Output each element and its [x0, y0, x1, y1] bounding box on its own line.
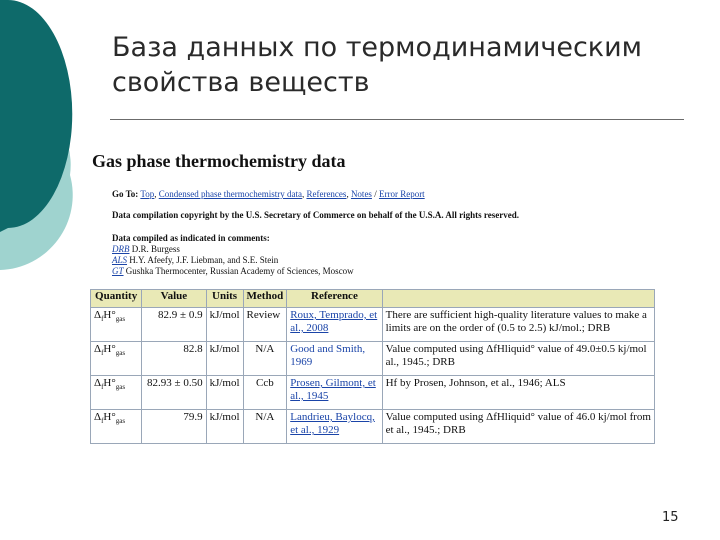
comment-line: Value computed using ΔfHliquid° value of 49.0±0.5 kj/mol [385, 343, 647, 355]
cell-units: kJ/mol [206, 342, 243, 376]
goto-label: Go To: [112, 189, 139, 199]
cell-value: 82.8 [142, 342, 206, 376]
goto-separator: , [346, 189, 351, 199]
copyright-notice [112, 210, 519, 221]
cell-value: 82.9 ± 0.9 [142, 308, 206, 342]
quantity-symbol: Δ [94, 309, 102, 321]
page-heading: Gas phase thermochemistry data [92, 151, 346, 171]
quantity-subscript: f [101, 349, 104, 358]
cell-units: kJ/mol [206, 308, 243, 342]
goto-separator: , [154, 189, 159, 199]
table-row [91, 376, 655, 410]
thermochemistry-table [90, 289, 655, 444]
quantity-symbol: H° [103, 343, 116, 355]
cell-method: N/A [243, 410, 287, 444]
compiler-code[interactable]: ALS [112, 255, 128, 265]
quantity-symbol: H° [103, 377, 116, 389]
table-row [91, 308, 655, 342]
goto-separator: / [371, 189, 379, 199]
compiler-name: Gushka Thermocenter, Russian Academy of Sciences, Moscow [125, 266, 354, 276]
goto-nav [112, 189, 425, 200]
reference-link[interactable]: Landrieu, Baylocq, et al., 1929 [290, 411, 375, 436]
quantity-symbol: Δ [94, 343, 102, 355]
cell-reference [287, 308, 382, 342]
cell-comment [382, 308, 654, 342]
cell-comment [382, 410, 654, 444]
comment-line: al., 1945.; DRB [385, 356, 455, 368]
slide-title: База данных по термодинамическим свойства веществ [112, 32, 643, 98]
cell-quantity [91, 342, 142, 376]
compiler-code[interactable]: GT [112, 266, 124, 276]
table-row [91, 342, 655, 376]
title-divider [110, 119, 684, 120]
table-row [91, 410, 655, 444]
compiler-row [112, 244, 180, 255]
quantity-subscript: gas [115, 315, 126, 324]
cell-units: kJ/mol [206, 376, 243, 410]
col-header-reference[interactable]: Reference [287, 290, 382, 308]
goto-link-condensed[interactable]: Condensed phase thermochemistry data [158, 189, 302, 199]
cell-value: 82.93 ± 0.50 [142, 376, 206, 410]
quantity-subscript: gas [115, 349, 126, 358]
cell-comment [382, 376, 654, 410]
nist-webpage-screenshot [90, 148, 655, 453]
compiler-name: H.Y. Afeefy, J.F. Liebman, and S.E. Stein [129, 255, 279, 265]
compiler-row [112, 266, 354, 277]
cell-value: 79.9 [142, 410, 206, 444]
comment-line: Value computed using ΔfHliquid° value of 46.0 kj/mol from [385, 411, 651, 423]
col-header-comment[interactable]: Comment [382, 290, 654, 308]
quantity-symbol: Δ [94, 411, 102, 423]
cell-method: Review [243, 308, 287, 342]
cell-reference [287, 376, 382, 410]
goto-link-references[interactable]: References [306, 189, 347, 199]
goto-link-notes[interactable]: Notes [350, 189, 372, 199]
comment-line: et al., 1945.; DRB [385, 424, 466, 436]
quantity-symbol: H° [103, 309, 116, 321]
cell-reference [287, 410, 382, 444]
copyright-text: Data compilation copyright by the U.S. Secretary of Commerce on behalf of the U.S.A. All rights reserved. [112, 210, 519, 220]
col-header-method[interactable]: Method [243, 290, 287, 308]
col-header-units[interactable]: Units [206, 290, 243, 308]
compiler-name: D.R. Burgess [131, 244, 180, 254]
comment-line: Hf by Prosen, Johnson, et al., 1946; ALS [385, 377, 566, 389]
comment-line: There are sufficient high-quality literature values to make a [385, 309, 647, 321]
quantity-subscript: gas [115, 417, 126, 426]
table-header-row [91, 290, 655, 308]
comment-line: limits are on the order of (0.5 to 2.5) kJ/mol.; DRB [385, 322, 611, 334]
col-header-quantity[interactable]: Quantity [91, 290, 142, 308]
cell-quantity [91, 376, 142, 410]
cell-method: Ccb [243, 376, 287, 410]
cell-method: N/A [243, 342, 287, 376]
compiled-heading-text: Data compiled as indicated in comments: [112, 233, 270, 243]
quantity-subscript: f [101, 315, 104, 324]
cell-units: kJ/mol [206, 410, 243, 444]
cell-quantity [91, 308, 142, 342]
goto-link-top[interactable]: Top [140, 189, 155, 199]
goto-link-error-report[interactable]: Error Report [378, 189, 425, 199]
quantity-symbol: Δ [94, 377, 102, 389]
cell-quantity [91, 410, 142, 444]
cell-comment [382, 342, 654, 376]
slide-page-number: 15 [662, 510, 679, 525]
col-header-value[interactable]: Value [142, 290, 206, 308]
reference-link[interactable]: Roux, Temprado, et al., 2008 [290, 309, 378, 334]
quantity-subscript: f [101, 383, 104, 392]
decorative-circles [0, 0, 90, 300]
cell-reference [287, 342, 382, 376]
goto-separator: , [301, 189, 307, 199]
compiler-code[interactable]: DRB [112, 244, 130, 254]
quantity-subscript: gas [115, 383, 126, 392]
reference-link[interactable]: Prosen, Gilmont, et al., 1945 [290, 377, 376, 402]
reference-link[interactable]: Good and Smith, 1969 [290, 343, 366, 368]
compiled-heading [112, 233, 270, 244]
compiler-row [112, 255, 278, 266]
quantity-symbol: H° [103, 411, 116, 423]
quantity-subscript: f [101, 417, 104, 426]
